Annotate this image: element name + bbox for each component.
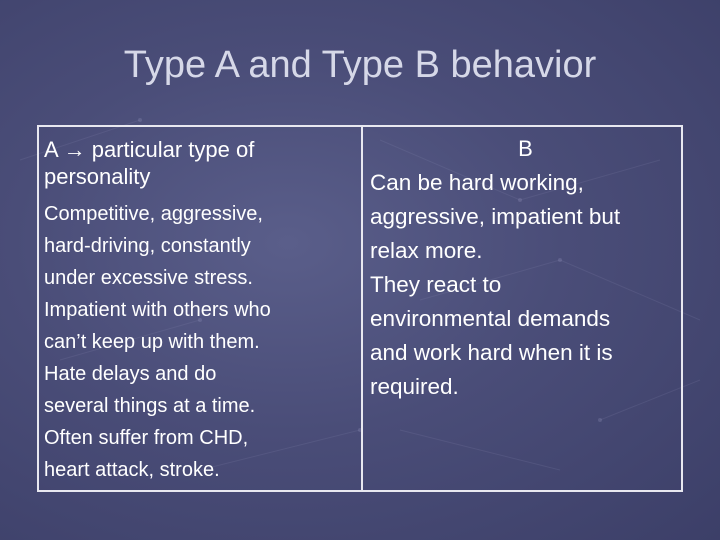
slide-title: Type A and Type B behavior [123,44,597,86]
type-b-description [370,166,681,404]
type-b-column [363,127,681,490]
type-a-line: heart attack, stroke. [44,459,220,481]
type-a-line: Impatient with others who [44,299,271,321]
type-a-line: Competitive, aggressive, [44,203,263,225]
comparison-table [37,125,683,492]
type-b-line: They react to [370,272,502,297]
type-a-line: Hate delays and do [44,363,217,385]
type-a-line: under excessive stress. [44,267,253,289]
right-arrow-icon: → [63,137,86,162]
type-a-line: several things at a time. [44,395,256,417]
type-b-heading: B [518,136,533,161]
type-a-heading-line2: personality [44,164,151,189]
type-b-line: environmental demands [370,306,611,331]
type-a-line: hard-driving, constantly [44,235,251,257]
type-a-description [44,198,361,486]
type-a-column [39,127,363,490]
type-b-line: required. [370,374,459,399]
type-b-line: and work hard when it is [370,340,613,365]
type-b-line: aggressive, impatient but [370,204,621,229]
type-a-heading-line1: particular type of [85,137,255,162]
type-b-line: Can be hard working, [370,170,584,195]
type-a-line: can’t keep up with them. [44,331,260,353]
type-a-letter: A [44,137,58,162]
type-a-heading [44,136,361,190]
type-a-line: Often suffer from CHD, [44,427,249,449]
type-b-line: relax more. [370,238,483,263]
